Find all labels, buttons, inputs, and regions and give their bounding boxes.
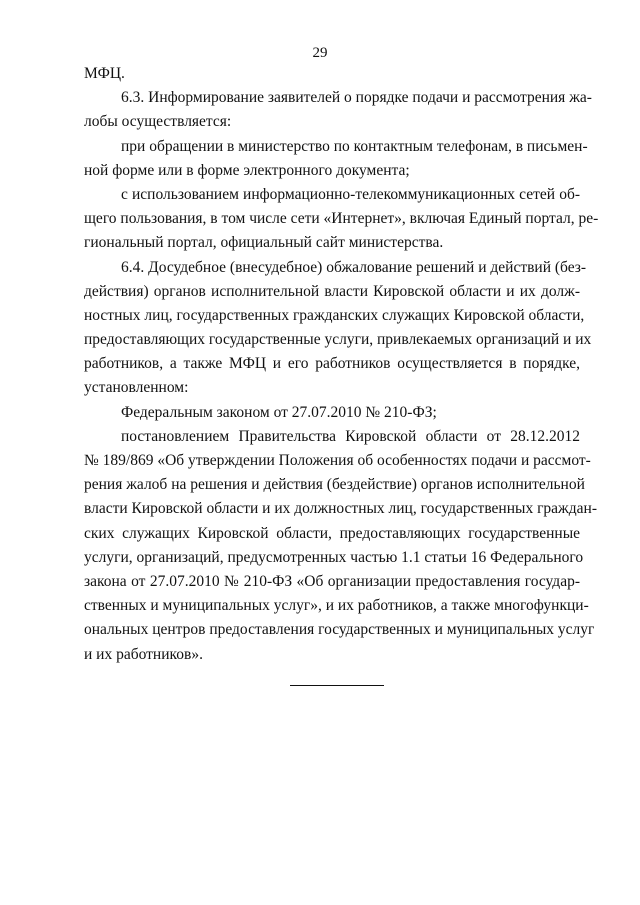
text-line: ональных центров предоставления государственных и муниципальных услуг: [84, 621, 595, 639]
text-line: ственных и муниципальных услуг», и их работников, а также многофункци-: [84, 597, 589, 615]
text-line: постановлением Правительства Кировской области от 28.12.2012: [121, 427, 580, 445]
text-line: с использованием информационно-телекоммуникационных сетей об-: [121, 185, 580, 203]
text-line: услуги, организаций, предусмотренных частью 1.1 статьи 16 Федерального: [84, 548, 584, 566]
text-line: при обращении в министерство по контактным телефонам, в письмен-: [121, 137, 588, 155]
text-line: гиональный портал, официальный сайт министерства.: [84, 234, 444, 252]
text-line: предоставляющих государственные услуги, привлекаемых организаций и их: [84, 331, 592, 349]
page-number: 29: [312, 45, 328, 61]
text-line: ностных лиц, государственных гражданских служащих Кировской области,: [84, 306, 585, 324]
text-line: ских служащих Кировской области, предоставляющих государственные: [84, 524, 580, 542]
text-line: щего пользования, в том числе сети «Интернет», включая Единый портал, ре-: [84, 210, 599, 228]
text-line: и их работников».: [84, 645, 203, 663]
text-line: лобы осуществляется:: [84, 113, 232, 131]
text-line: закона от 27.07.2010 № 210-ФЗ «Об организации предоставления государ-: [84, 572, 580, 590]
text-line: 6.4. Досудебное (внесудебное) обжалование решений и действий (без-: [121, 258, 587, 276]
text-line: МФЦ.: [84, 65, 125, 82]
closing-rule: [290, 685, 384, 686]
document-body: [84, 62, 599, 667]
text-line: 6.3. Информирование заявителей о порядке подачи и рассмотрения жа-: [121, 89, 592, 107]
text-line: власти Кировской области и их должностных лиц, государственных граждан-: [84, 500, 597, 518]
text-line: Федеральным законом от 27.07.2010 № 210-ФЗ;: [121, 403, 437, 421]
text-line: рения жалоб на решения и действия (бездействие) органов исполнительной: [84, 476, 585, 494]
text-line: действия) органов исполнительной власти Кировской области и их долж-: [84, 282, 580, 300]
text-line: ной форме или в форме электронного документа;: [84, 161, 410, 179]
text-line: № 189/869 «Об утверждении Положения об особенностях подачи и рассмот-: [84, 452, 591, 469]
text-line: работников, а также МФЦ и его работников осуществляется в порядке,: [84, 355, 580, 373]
text-line: установленном:: [84, 379, 189, 397]
